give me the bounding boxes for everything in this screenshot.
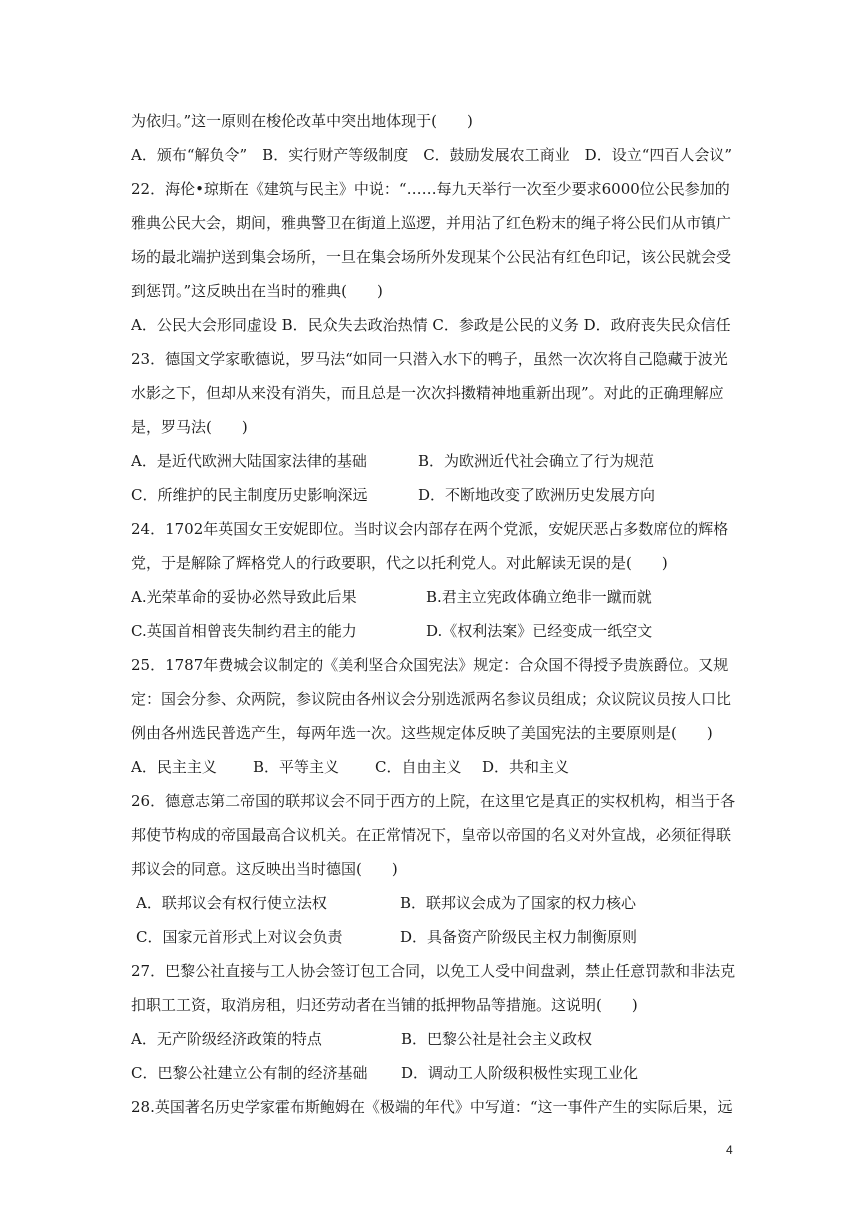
q24-option-b: B.君主立宪政体确立绝非一蹴而就 [426, 588, 652, 606]
q21-stem-end: 为依归。”这一原则在梭伦改革中突出地体现于( ) [131, 112, 473, 130]
q23-option-b: B．为欧洲近代社会确立了行为规范 [418, 452, 655, 470]
q25-option-a: A．民主主义 [131, 758, 217, 776]
q24-option-d: D.《权利法案》已经变成一纸空文 [426, 622, 653, 640]
q27-options-row-1 [131, 1029, 741, 1049]
q24-options-row-2 [131, 621, 741, 641]
q28-stem-line-1: 28.英国著名历史学家霍布斯鲍姆在《极端的年代》中写道：“这一事件产生的实际后果，远 [131, 1098, 733, 1116]
q24-stem-line-2: 党，于是解除了辉格党人的行政要职，代之以托利党人。对此解读无误的是( ) [131, 554, 668, 572]
q26-option-c: C．国家元首形式上对议会负责 [136, 928, 343, 946]
q25-stem-line-1: 25．1787年费城会议制定的《美利坚合众国宪法》规定：合众国不得授予贵族爵位。又规 [131, 656, 729, 674]
q23-option-a: A．是近代欧洲大陆国家法律的基础 [131, 452, 367, 470]
q25-stem-line-2: 定：国会分参、众两院，参议院由各州议会分别选派两名参议员组成；众议院议员按人口比 [131, 690, 732, 708]
q26-stem-line-3: 邦议会的同意。这反映出当时德国( ) [131, 860, 398, 878]
q22-stem-line-2: 雅典公民大会，期间，雅典警卫在街道上巡逻，并用沾了红色粉末的绳子将公民们从市镇广 [131, 214, 732, 232]
q26-option-a: A．联邦议会有权行使立法权 [136, 894, 327, 912]
q27-stem-line-2: 扣职工工资，取消房租，归还劳动者在当铺的抵押物品等措施。这说明( ) [131, 996, 638, 1014]
q25-stem-line-3: 例由各州选民普选产生，每两年选一次。这些规定体反映了美国宪法的主要原则是( ) [131, 724, 713, 742]
q23-option-c: C．所维护的民主制度历史影响深远 [131, 486, 368, 504]
q27-options-row-2 [131, 1063, 741, 1083]
q25-option-b: B．平等主义 [253, 758, 340, 776]
q22-options: A．公民大会形同虚设 B．民众失去政治热情 C．参政是公民的义务 D．政府丧失民众信任 [131, 316, 731, 334]
q26-option-d: D．具备资产阶级民主权力制衡原则 [400, 928, 638, 946]
q21-options: A．颁布“解负令” B．实行财产等级制度 C．鼓励发展农工商业 D．设立“四百人会议” [131, 146, 733, 164]
q25-option-c: C．自由主义 [375, 758, 462, 776]
q23-stem-line-2: 水影之下，但却从来没有消失，而且总是一次次抖擞精神地重新出现”。对此的正确理解应 [131, 384, 724, 402]
q27-stem-line-1: 27．巴黎公社直接与工人协会签订包工合同，以免工人受中间盘剥，禁止任意罚款和非法克 [131, 962, 736, 980]
q27-option-b: B．巴黎公社是社会主义政权 [401, 1030, 593, 1048]
q27-option-c: C．巴黎公社建立公有制的经济基础 [131, 1064, 368, 1082]
q22-stem-line-4: 到惩罚。”这反映出在当时的雅典( ) [131, 282, 383, 300]
q26-options-row-1 [136, 893, 746, 913]
q24-option-c: C.英国首相曾丧失制约君主的能力 [131, 622, 357, 640]
q25-options [131, 757, 741, 777]
page-number: 4 [726, 1143, 733, 1157]
q23-options-row-1 [131, 451, 741, 471]
q23-stem-line-3: 是，罗马法( ) [131, 418, 248, 436]
q24-option-a: A.光荣革命的妥协必然导致此后果 [131, 588, 357, 606]
q22-stem-line-1: 22．海伦•琼斯在《建筑与民主》中说：“……每九天举行一次至少要求6000位公民参加的 [131, 180, 730, 198]
q23-stem-line-1: 23．德国文学家歌德说，罗马法“如同一只潜入水下的鸭子，虽然一次次将自己隐藏于波光 [131, 350, 728, 368]
q25-option-d: D．共和主义 [482, 758, 570, 776]
q23-options-row-2 [131, 485, 741, 505]
q23-option-d: D．不断地改变了欧洲历史发展方向 [418, 486, 656, 504]
q26-options-row-2 [136, 927, 746, 947]
q24-options-row-1 [131, 587, 741, 607]
q27-option-a: A．无产阶级经济政策的特点 [131, 1030, 322, 1048]
q26-option-b: B．联邦议会成为了国家的权力核心 [400, 894, 637, 912]
q24-stem-line-1: 24．1702年英国女王安妮即位。当时议会内部存在两个党派，安妮厌恶占多数席位的辉格 [131, 520, 729, 538]
q26-stem-line-1: 26．德意志第二帝国的联邦议会不同于西方的上院，在这里它是真正的实权机构，相当于各 [131, 792, 736, 810]
q26-stem-line-2: 邦使节构成的帝国最高合议机关。在正常情况下，皇帝以帝国的名义对外宣战，必须征得联 [131, 826, 732, 844]
q27-option-d: D．调动工人阶级积极性实现工业化 [401, 1064, 639, 1082]
q22-stem-line-3: 场的最北端护送到集会场所，一旦在集会场所外发现某个公民沾有红色印记，该公民就会受 [131, 248, 732, 266]
